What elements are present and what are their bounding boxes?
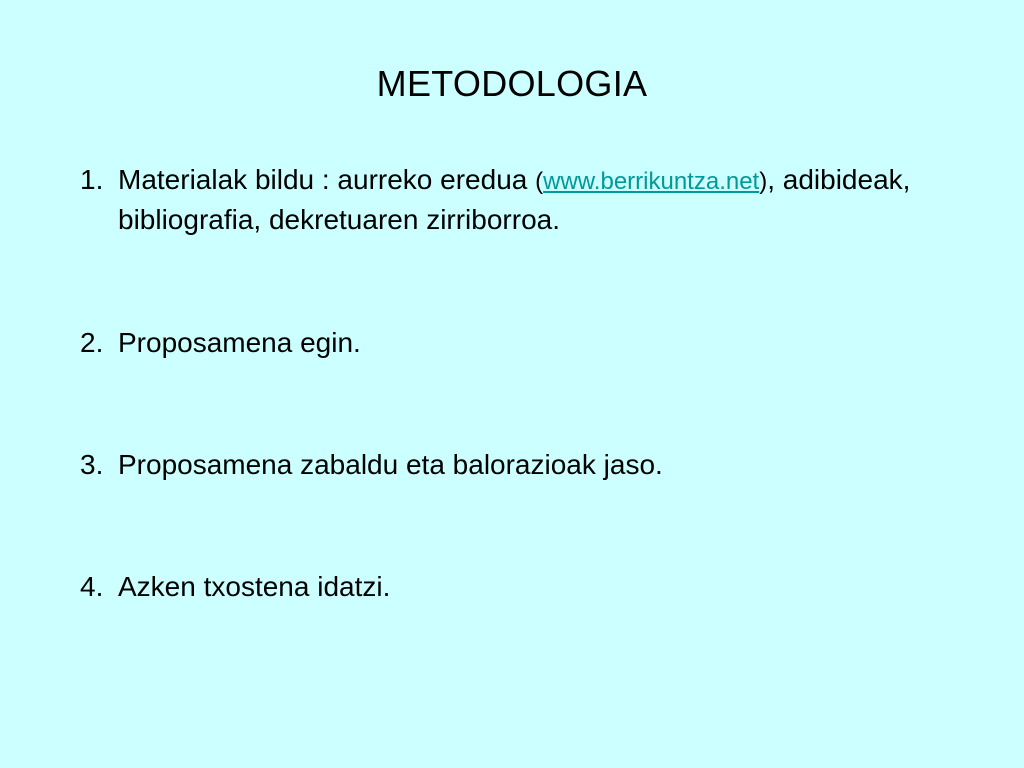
list-item-2 <box>80 324 960 362</box>
list-item-4 <box>80 568 960 606</box>
list-item-text <box>118 161 960 239</box>
slide-title: METODOLOGIA <box>376 63 648 104</box>
list-item-number: 2. <box>80 327 104 358</box>
list-item-1 <box>80 161 960 239</box>
list-item-text: Azken txostena idatzi. <box>118 571 391 602</box>
list-item-number: 4. <box>80 571 104 602</box>
berrikuntza-link[interactable]: www.berrikuntza.net <box>543 168 760 195</box>
list-item-text-before: Materialak bildu : aurreko eredua <box>118 164 536 195</box>
list-item-text: Proposamena egin. <box>118 327 361 358</box>
list-item-number: 3. <box>80 449 104 480</box>
list-item-3 <box>80 446 960 484</box>
list-item-text: Proposamena zabaldu eta balorazioak jaso. <box>118 449 663 480</box>
list-item-text-after: , adibideak, bibliografia, dekretuaren zirriborroa. <box>118 164 911 235</box>
paren-open: ( <box>535 168 544 195</box>
paren-close: ) <box>759 168 768 195</box>
list-item-number: 1. <box>80 164 104 195</box>
